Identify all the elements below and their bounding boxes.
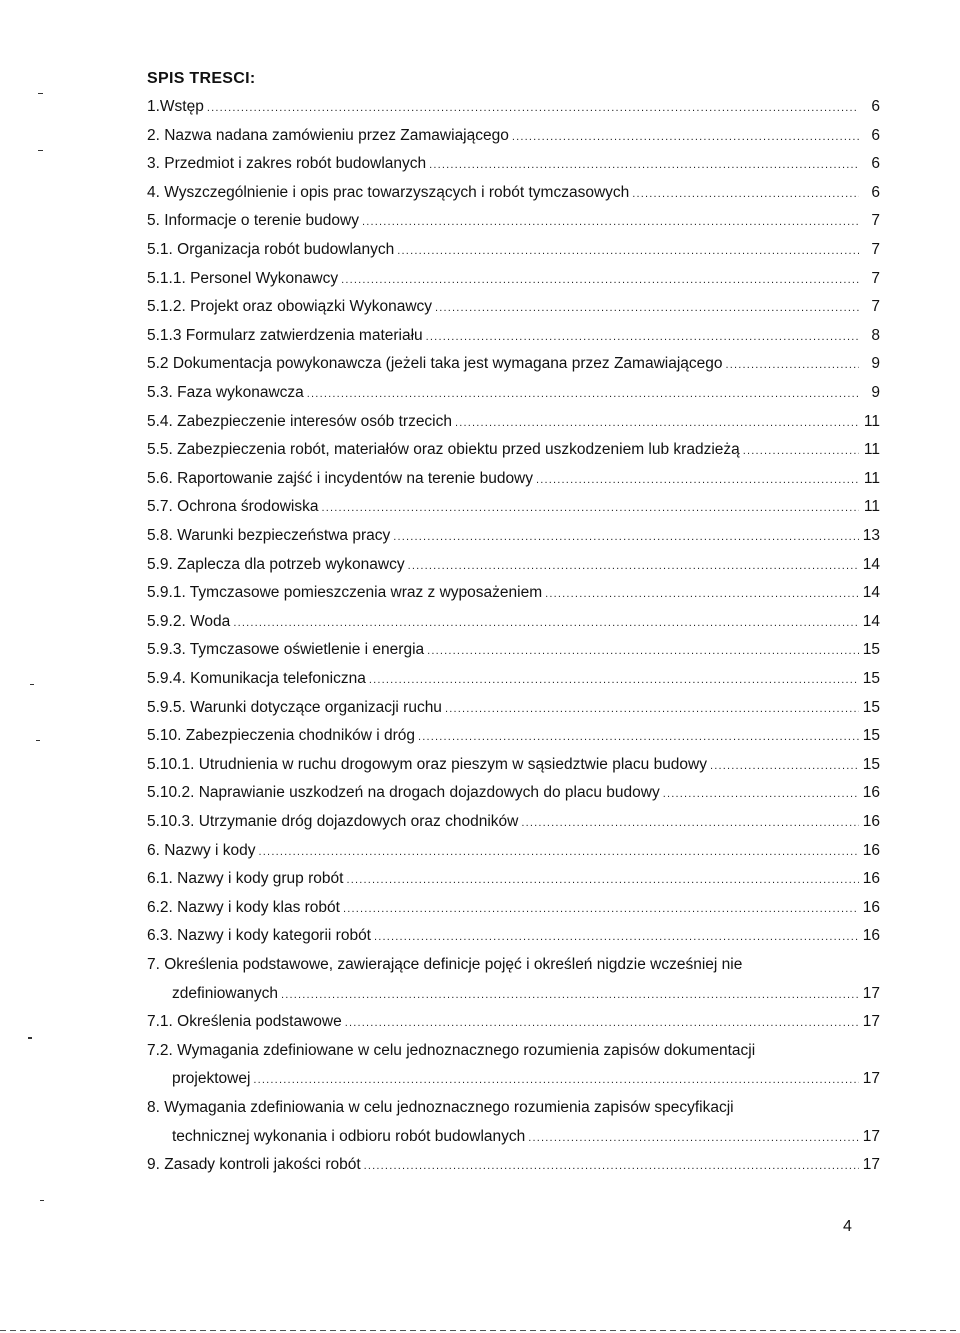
toc-dot-leader: [207, 99, 859, 117]
toc-entry-label: 6.3. Nazwy i kody kategorii robót: [147, 927, 371, 945]
toc-entry-page: 11: [863, 498, 880, 516]
toc-dot-leader: [528, 1129, 859, 1147]
toc-entry[interactable]: [147, 470, 880, 489]
toc-dot-leader: [545, 585, 859, 603]
toc-dot-leader: [408, 557, 859, 575]
toc-entry-label: 5.9.4. Komunikacja telefoniczna: [147, 670, 366, 687]
scan-edge-rule: [0, 1330, 960, 1331]
toc-entry-page: 14: [862, 584, 880, 602]
toc-entry-page: 11: [863, 412, 880, 430]
toc-dot-leader: [663, 785, 859, 803]
toc-dot-leader: [429, 156, 859, 174]
toc-entry-page: 6: [871, 98, 880, 115]
toc-entry-page: 14: [862, 612, 880, 630]
toc-entry[interactable]: [147, 813, 880, 832]
toc-entry[interactable]: [147, 727, 880, 746]
toc-dot-leader: [259, 843, 859, 861]
toc-entry-page: 15: [862, 727, 880, 745]
toc-entry-page: 16: [862, 870, 880, 888]
toc-entry-page: 17: [862, 1127, 880, 1145]
toc-entry-page: 16: [862, 784, 880, 802]
scan-mark: [40, 1200, 44, 1201]
toc-entry[interactable]: [147, 241, 880, 260]
toc-entry[interactable]: [147, 956, 880, 974]
toc-entry[interactable]: [147, 613, 880, 632]
toc-dot-leader: [521, 814, 859, 832]
toc-entry[interactable]: [147, 498, 880, 517]
toc-entry-page: 17: [862, 1156, 880, 1174]
toc-entry-page: 9: [871, 384, 880, 401]
toc-entry[interactable]: [147, 355, 880, 374]
toc-entry[interactable]: [147, 527, 880, 546]
toc-dot-leader: [345, 1014, 859, 1032]
toc-dot-leader: [393, 528, 859, 546]
toc-entry-page: 6: [871, 183, 880, 201]
toc-entry[interactable]: [147, 184, 880, 203]
toc-dot-leader: [364, 1157, 859, 1175]
page-number: 4: [843, 1218, 852, 1235]
toc-dot-leader: [726, 356, 860, 374]
toc-dot-leader: [321, 499, 859, 517]
toc-entry-label: 8. Wymagania zdefiniowania w celu jednoznacznego rozumienia zapisów specyfikacji: [147, 1099, 734, 1116]
toc-entry-label: 5.7. Ochrona środowiska: [147, 498, 319, 516]
toc-entry[interactable]: [147, 327, 880, 346]
toc-entry-label: 6.1. Nazwy i kody grup robót: [147, 870, 344, 888]
toc-dot-leader: [435, 299, 859, 317]
toc-dot-leader: [362, 213, 859, 231]
toc-entry-label: 5.10.3. Utrzymanie dróg dojazdowych oraz chodników: [147, 813, 519, 830]
toc-entry[interactable]: [147, 927, 880, 946]
toc-entry-label: 5.1. Organizacja robót budowlanych: [147, 241, 395, 258]
toc-entry-page: 11: [863, 469, 880, 487]
toc-entry[interactable]: [147, 441, 880, 460]
toc-dot-leader: [418, 728, 859, 746]
toc-entry[interactable]: [147, 641, 880, 660]
toc-entry-page: 14: [862, 555, 880, 573]
toc-entry-label: 3. Przedmiot i zakres robót budowlanych: [147, 155, 427, 173]
toc-dot-leader: [743, 442, 859, 460]
toc-entry-page: 15: [862, 755, 880, 773]
toc-dot-leader: [632, 185, 859, 203]
toc-entry[interactable]: [147, 127, 880, 146]
toc-entry-page: 16: [862, 927, 880, 945]
toc-dot-leader: [445, 700, 859, 718]
toc-entry-page: 15: [862, 641, 880, 659]
toc-dot-leader: [455, 414, 859, 432]
toc-entry-label: 5.9.5. Warunki dotyczące organizacji ruchu: [147, 698, 442, 716]
toc-entry-page: 16: [862, 898, 880, 916]
toc-entry[interactable]: [147, 384, 880, 403]
toc-entry-page: 16: [862, 841, 880, 859]
scan-mark: [38, 93, 43, 94]
toc-entry-page: 9: [871, 355, 880, 373]
toc-entry[interactable]: [147, 556, 880, 575]
toc-entry[interactable]: [147, 98, 880, 117]
toc-entry-continuation[interactable]: [172, 1070, 880, 1089]
toc-dot-leader: [233, 614, 859, 632]
toc-entry[interactable]: [147, 784, 880, 803]
toc-dot-leader: [341, 271, 859, 289]
toc-dot-leader: [512, 128, 859, 146]
scan-mark: [38, 150, 43, 151]
toc-entry-label-continued: zdefiniowanych: [172, 984, 278, 1002]
toc-entry-label-continued: technicznej wykonania i odbioru robót budowlanych: [172, 1127, 526, 1145]
toc-entry[interactable]: [147, 212, 880, 231]
toc-entry-label: 5.10. Zabezpieczenia chodników i dróg: [147, 727, 415, 745]
toc-dot-leader: [307, 385, 859, 403]
toc-entry-label: 5.1.3 Formularz zatwierdzenia materiału: [147, 326, 423, 344]
toc-entry-page: 15: [862, 698, 880, 716]
toc-entry-label: 5.1.2. Projekt oraz obowiązki Wykonawcy: [147, 298, 433, 316]
toc-entry-label: 4. Wyszczególnienie i opis prac towarzyszących i robót tymczasowych: [147, 183, 630, 201]
toc-entry-label: 5.3. Faza wykonawcza: [147, 384, 304, 401]
toc-entry-label: 5.9.1. Tymczasowe pomieszczenia wraz z wyposażeniem: [147, 584, 543, 602]
toc-entry[interactable]: [147, 899, 880, 918]
toc-entry-label-continued: projektowej: [172, 1070, 251, 1088]
toc-dot-leader: [710, 757, 859, 775]
toc-entry-page: 7: [871, 241, 880, 258]
scan-mark: [36, 740, 40, 741]
toc-dot-leader: [343, 900, 859, 918]
toc-entry[interactable]: [147, 155, 880, 174]
toc-entry[interactable]: [147, 1013, 880, 1032]
toc-dot-leader: [253, 1071, 859, 1089]
toc-entry-page: 11: [863, 441, 880, 459]
toc-dot-leader: [374, 928, 859, 946]
toc-entry-page: 17: [862, 1013, 880, 1031]
toc-entry[interactable]: [147, 756, 880, 775]
toc-dot-leader: [426, 328, 859, 346]
toc-entry-label: 7.1. Określenia podstawowe: [147, 1013, 342, 1031]
toc-entry-label: 5.9. Zaplecza dla potrzeb wykonawcy: [147, 555, 405, 573]
toc-entry[interactable]: [147, 270, 880, 289]
toc-entry-label: 5.1.1. Personel Wykonawcy: [147, 269, 339, 287]
toc-dot-leader: [346, 871, 859, 889]
toc-entry-label: 5.9.2. Woda: [147, 612, 231, 630]
toc-entry-page: 7: [871, 298, 880, 316]
toc-entry[interactable]: [147, 870, 880, 889]
toc-entry[interactable]: [147, 413, 880, 432]
toc-entry-page: 6: [871, 155, 880, 173]
toc-entry-label: 5.2 Dokumentacja powykonawcza (jeżeli taka jest wymagana przez Zamawiającego: [147, 355, 723, 373]
toc-entry-label: 6.2. Nazwy i kody klas robót: [147, 898, 340, 916]
toc-entry[interactable]: [147, 1156, 880, 1175]
toc-title: SPIS TRESCI:: [147, 70, 256, 87]
toc-dot-leader: [397, 242, 859, 260]
toc-entry-page: 16: [862, 813, 880, 830]
toc-entry-page: 7: [871, 212, 880, 230]
toc-entry-label: 5. Informacje o terenie budowy: [147, 212, 359, 230]
toc-entry-continuation[interactable]: [172, 985, 880, 1004]
toc-entry-page: 15: [862, 670, 880, 687]
toc-entry-label: 9. Zasady kontroli jakości robót: [147, 1156, 361, 1174]
toc-entry-page: 8: [871, 326, 880, 344]
toc-entry[interactable]: [147, 584, 880, 603]
toc-entry-continuation[interactable]: [172, 1128, 880, 1147]
scan-mark: [30, 684, 34, 685]
toc-entry-label: 5.6. Raportowanie zajść i incydentów na terenie budowy: [147, 469, 534, 487]
scan-mark: [28, 1037, 32, 1039]
toc-entry-label: 5.8. Warunki bezpieczeństwa pracy: [147, 527, 391, 544]
toc-dot-leader: [427, 642, 859, 660]
toc-entry[interactable]: [147, 1042, 880, 1060]
toc-entry[interactable]: [147, 699, 880, 718]
toc-dot-leader: [281, 986, 859, 1004]
toc-entry-label: 7.2. Wymagania zdefiniowane w celu jednoznacznego rozumienia zapisów dokumentacji: [147, 1041, 756, 1059]
toc-entry-label: 5.9.3. Tymczasowe oświetlenie i energia: [147, 641, 425, 659]
toc-entry-page: 17: [862, 984, 880, 1002]
toc-entry-label: 5.5. Zabezpieczenia robót, materiałów oraz obiektu przed uszkodzeniem lub kradzieżą: [147, 441, 740, 459]
toc-entry-page: 13: [862, 527, 880, 544]
toc-entry-page: 7: [871, 269, 880, 287]
toc-entry-label: 1.Wstęp: [147, 98, 204, 115]
toc-entry-page: 17: [862, 1070, 880, 1088]
toc-dot-leader: [536, 471, 859, 489]
toc-entry[interactable]: [147, 842, 880, 861]
toc-entry-label: 2. Nazwa nadana zamówieniu przez Zamawiającego: [147, 126, 509, 144]
toc-entry[interactable]: [147, 670, 880, 689]
toc-entry-label: 6. Nazwy i kody: [147, 841, 256, 859]
toc-entry-label: 5.10.1. Utrudnienia w ruchu drogowym oraz pieszym w sąsiedztwie placu budowy: [147, 755, 707, 773]
toc-dot-leader: [369, 671, 859, 689]
toc-entry[interactable]: [147, 1099, 880, 1117]
toc-entry-page: 6: [871, 126, 880, 144]
toc-entry-label: 5.10.2. Naprawianie uszkodzeń na drogach dojazdowych do placu budowy: [147, 784, 660, 802]
toc-entry[interactable]: [147, 298, 880, 317]
toc-entry-label: 5.4. Zabezpieczenie interesów osób trzecich: [147, 412, 452, 430]
toc-entry-label: 7. Określenia podstawowe, zawierające definicje pojęć i określeń nigdzie wcześniej nie: [147, 956, 743, 973]
